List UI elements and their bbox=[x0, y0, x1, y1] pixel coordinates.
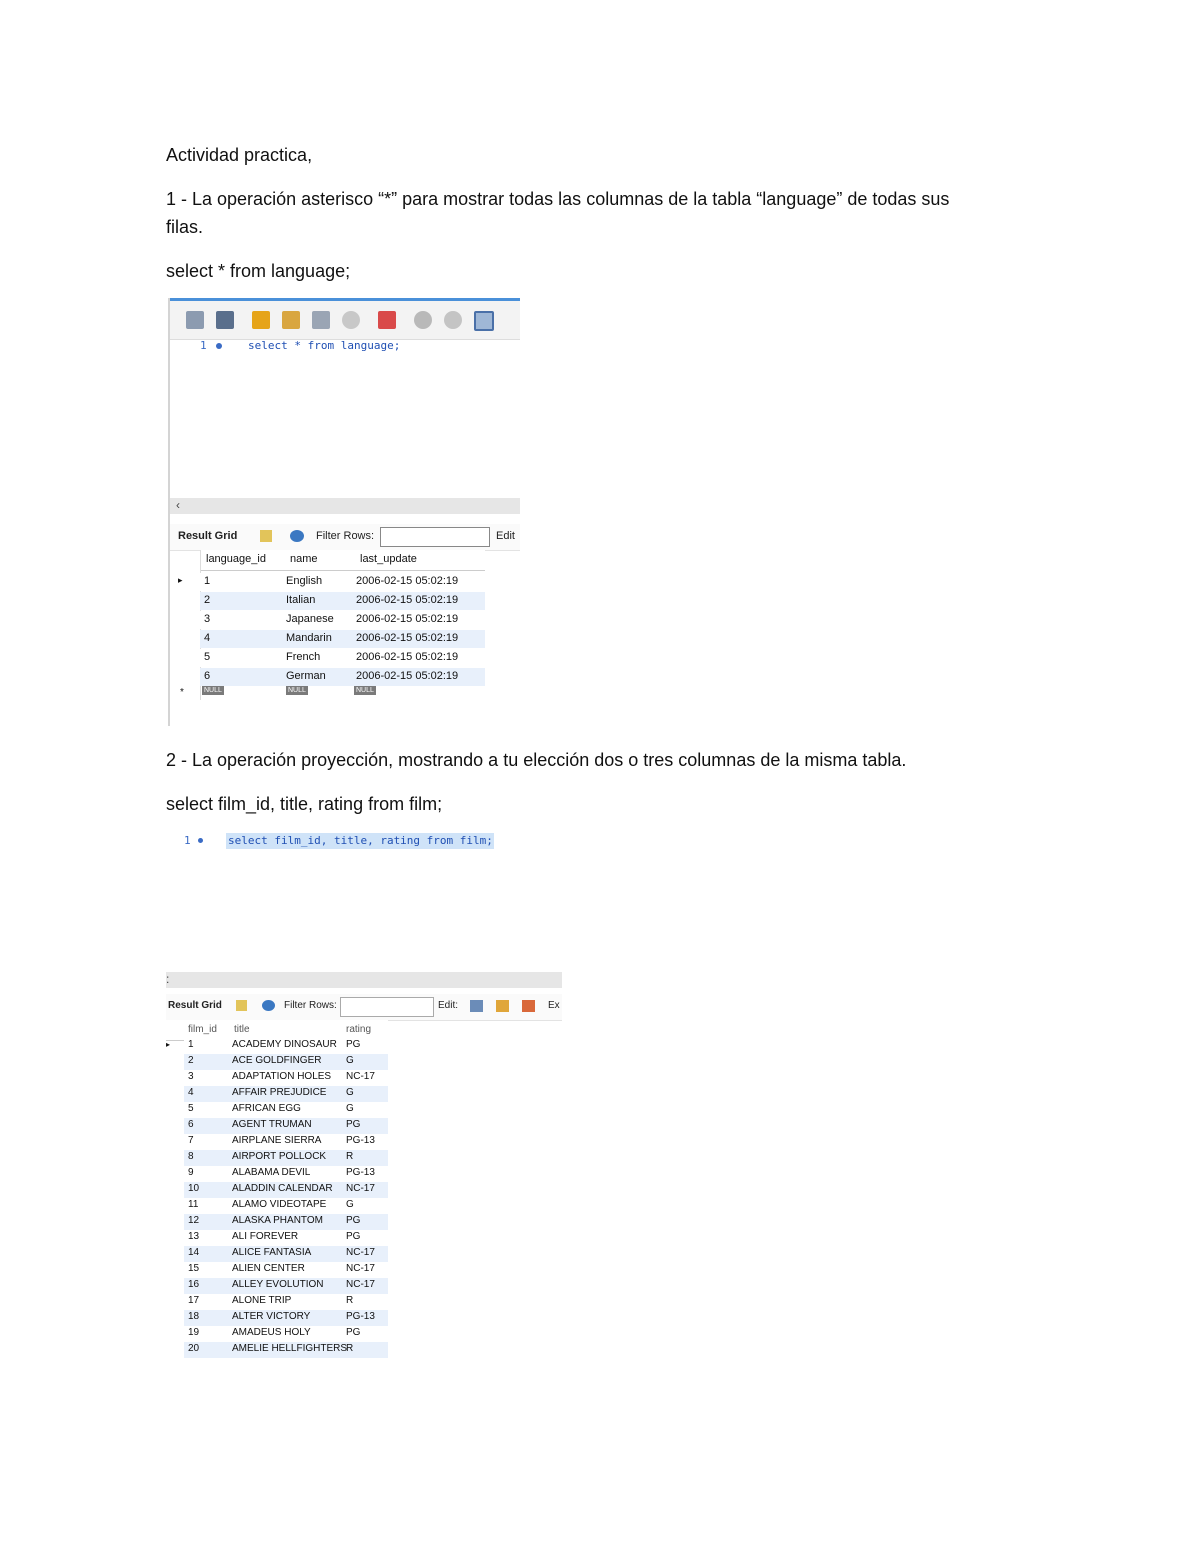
cell-title[interactable]: AMELIE HELLFIGHTERS bbox=[232, 1343, 348, 1354]
cell-last-update[interactable]: 2006-02-15 05:02:19 bbox=[356, 594, 459, 606]
cell-title[interactable]: ACADEMY DINOSAUR bbox=[232, 1039, 337, 1050]
cell-title[interactable]: ALONE TRIP bbox=[232, 1295, 292, 1306]
result-grid-tab[interactable]: Result Grid bbox=[178, 530, 238, 542]
cell-film-id[interactable]: 6 bbox=[188, 1119, 194, 1130]
editor-toolbar bbox=[170, 298, 520, 340]
new-row-marker-icon: * bbox=[180, 687, 184, 698]
column-header-last-update[interactable]: last_update bbox=[360, 553, 417, 565]
cell-rating[interactable]: G bbox=[346, 1199, 354, 1210]
cell-film-id[interactable]: 5 bbox=[188, 1103, 194, 1114]
cell-film-id[interactable]: 1 bbox=[188, 1039, 194, 1050]
open-folder-icon[interactable] bbox=[186, 311, 204, 329]
grid-view-icon[interactable] bbox=[260, 530, 272, 542]
current-row-marker-icon: ▸ bbox=[178, 575, 183, 585]
cell-film-id[interactable]: 10 bbox=[188, 1183, 200, 1194]
cell-rating[interactable]: NC-17 bbox=[346, 1247, 375, 1258]
cell-title[interactable]: AIRPLANE SIERRA bbox=[232, 1135, 322, 1146]
cell-title[interactable]: ALICE FANTASIA bbox=[232, 1247, 312, 1258]
statement-dot-icon bbox=[216, 343, 222, 349]
cell-language-id[interactable]: 6 bbox=[204, 670, 211, 682]
column-header-film-id[interactable]: film_id bbox=[188, 1024, 217, 1035]
cell-last-update[interactable]: 2006-02-15 05:02:19 bbox=[356, 575, 459, 587]
explain-magnifier-icon[interactable] bbox=[312, 311, 330, 329]
cell-title[interactable]: ALABAMA DEVIL bbox=[232, 1167, 311, 1178]
cell-rating[interactable]: NC-17 bbox=[346, 1263, 375, 1274]
cell-language-id[interactable]: 4 bbox=[204, 632, 211, 644]
result-grid-toolbar bbox=[170, 524, 520, 551]
cell-rating[interactable]: PG bbox=[346, 1327, 361, 1338]
cell-name[interactable]: Mandarin bbox=[286, 632, 332, 644]
cell-film-id[interactable]: 14 bbox=[188, 1247, 200, 1258]
cell-rating[interactable]: PG bbox=[346, 1231, 361, 1242]
filter-rows-input[interactable] bbox=[340, 997, 434, 1017]
cell-title[interactable]: ALAMO VIDEOTAPE bbox=[232, 1199, 327, 1210]
autocommit-icon[interactable] bbox=[474, 311, 494, 331]
edit-label[interactable]: Edit: bbox=[438, 1000, 459, 1011]
cell-rating[interactable]: G bbox=[346, 1087, 354, 1098]
cell-film-id[interactable]: 19 bbox=[188, 1327, 200, 1338]
item-1-text-continued: filas. bbox=[166, 217, 204, 237]
cell-name[interactable]: French bbox=[286, 651, 321, 663]
cell-film-id[interactable]: 17 bbox=[188, 1295, 200, 1306]
cell-rating[interactable]: PG-13 bbox=[346, 1135, 375, 1146]
cell-film-id[interactable]: 13 bbox=[188, 1231, 200, 1242]
cell-rating[interactable]: R bbox=[346, 1151, 354, 1162]
cell-title[interactable]: ALADDIN CALENDAR bbox=[232, 1183, 333, 1194]
cell-title[interactable]: ALLEY EVOLUTION bbox=[232, 1279, 324, 1290]
insert-row-icon[interactable] bbox=[496, 1000, 509, 1012]
cell-title[interactable]: ALIEN CENTER bbox=[232, 1263, 305, 1274]
cell-language-id[interactable]: 3 bbox=[204, 613, 211, 625]
cell-title[interactable]: AFFAIR PREJUDICE bbox=[232, 1087, 327, 1098]
cell-name[interactable]: Italian bbox=[286, 594, 316, 606]
cell-film-id[interactable]: 12 bbox=[188, 1215, 200, 1226]
execute-lightning-icon[interactable] bbox=[252, 311, 270, 329]
cell-rating[interactable]: G bbox=[346, 1055, 354, 1066]
result-grid-header bbox=[200, 550, 485, 571]
cell-last-update[interactable]: 2006-02-15 05:02:19 bbox=[356, 613, 459, 625]
edit-label[interactable]: Edit bbox=[496, 530, 515, 542]
workbench-screenshot-language bbox=[168, 298, 520, 726]
editor-line-number: 1 bbox=[200, 339, 207, 352]
execute-current-icon[interactable] bbox=[282, 311, 300, 329]
save-icon[interactable] bbox=[216, 311, 234, 329]
cell-film-id[interactable]: 20 bbox=[188, 1343, 200, 1354]
cell-rating[interactable]: PG bbox=[346, 1039, 361, 1050]
cell-title[interactable]: ALTER VICTORY bbox=[232, 1311, 311, 1322]
column-header-language-id[interactable]: language_id bbox=[206, 553, 266, 565]
cell-language-id[interactable]: 5 bbox=[204, 651, 211, 663]
delete-row-icon[interactable] bbox=[522, 1000, 535, 1012]
scroll-left-icon[interactable]: : bbox=[166, 972, 170, 986]
cell-title[interactable]: ACE GOLDFINGER bbox=[232, 1055, 322, 1066]
editor-sql-statement[interactable]: select * from language; bbox=[248, 339, 401, 352]
cell-rating[interactable]: NC-17 bbox=[346, 1183, 375, 1194]
cell-title[interactable]: AMADEUS HOLY bbox=[232, 1327, 311, 1338]
result-grid-toolbar bbox=[166, 994, 562, 1021]
editor-line-number: 1 bbox=[184, 834, 191, 847]
workbench-screenshot-sql-line bbox=[178, 830, 498, 852]
cell-name[interactable]: English bbox=[286, 575, 323, 587]
editor-horizontal-scrollbar[interactable] bbox=[170, 498, 520, 514]
rollback-icon[interactable] bbox=[444, 311, 462, 329]
current-row-marker-icon: ▸ bbox=[166, 1040, 171, 1049]
cell-film-id[interactable]: 18 bbox=[188, 1311, 200, 1322]
cell-film-id[interactable]: 2 bbox=[188, 1055, 194, 1066]
cell-title[interactable]: AIRPORT POLLOCK bbox=[232, 1151, 327, 1162]
cell-title[interactable]: AGENT TRUMAN bbox=[232, 1119, 312, 1130]
editor-horizontal-scrollbar[interactable] bbox=[166, 972, 562, 988]
column-header-name[interactable]: name bbox=[290, 553, 318, 565]
cell-rating[interactable]: R bbox=[346, 1295, 354, 1306]
cell-name[interactable]: Japanese bbox=[286, 613, 334, 625]
scroll-left-icon[interactable]: ‹ bbox=[176, 498, 180, 512]
refresh-icon[interactable] bbox=[262, 1000, 275, 1011]
cell-rating[interactable]: NC-17 bbox=[346, 1071, 375, 1082]
cell-rating[interactable]: NC-17 bbox=[346, 1279, 375, 1290]
grid-view-icon[interactable] bbox=[236, 1000, 247, 1011]
cell-rating[interactable]: PG-13 bbox=[346, 1167, 375, 1178]
cell-title[interactable]: ALASKA PHANTOM bbox=[232, 1215, 323, 1226]
refresh-icon[interactable] bbox=[290, 530, 304, 542]
cell-language-id[interactable]: 2 bbox=[204, 594, 211, 606]
filter-rows-input[interactable] bbox=[380, 527, 490, 547]
cell-rating[interactable]: PG-13 bbox=[346, 1311, 375, 1322]
cell-rating[interactable]: R bbox=[346, 1343, 354, 1354]
export-label[interactable]: Ex bbox=[548, 1000, 560, 1011]
filter-rows-label: Filter Rows: bbox=[284, 1000, 337, 1011]
cell-last-update[interactable]: 2006-02-15 05:02:19 bbox=[356, 632, 459, 644]
filter-rows-label: Filter Rows: bbox=[316, 530, 375, 542]
cell-rating[interactable]: PG bbox=[346, 1215, 361, 1226]
cell-film-id[interactable]: 8 bbox=[188, 1151, 194, 1162]
cell-rating[interactable]: G bbox=[346, 1103, 354, 1114]
cell-film-id[interactable]: 4 bbox=[188, 1087, 194, 1098]
statement-dot-icon bbox=[198, 838, 203, 843]
commit-icon[interactable] bbox=[414, 311, 432, 329]
toggle-error-icon[interactable] bbox=[378, 311, 396, 329]
cell-title[interactable]: ADAPTATION HOLES bbox=[232, 1071, 332, 1082]
column-header-title[interactable]: title bbox=[234, 1024, 250, 1035]
query-1-text: select * from language; bbox=[166, 261, 351, 281]
editor-sql-statement[interactable]: select film_id, title, rating from film; bbox=[228, 834, 493, 847]
doc-title: Actividad practica, bbox=[166, 145, 313, 165]
cell-film-id[interactable]: 3 bbox=[188, 1071, 194, 1082]
edit-row-icon[interactable] bbox=[470, 1000, 483, 1012]
cell-rating[interactable]: PG bbox=[346, 1119, 361, 1130]
cell-last-update[interactable]: 2006-02-15 05:02:19 bbox=[356, 651, 459, 663]
stop-icon[interactable] bbox=[342, 311, 360, 329]
column-header-rating[interactable]: rating bbox=[346, 1024, 372, 1035]
result-grid-tab[interactable]: Result Grid bbox=[168, 1000, 222, 1011]
workbench-screenshot-film bbox=[166, 970, 562, 1360]
item-2-text: 2 - La operación proyección, mostrando a tu elección dos o tres columnas de la misma tabla. bbox=[166, 750, 907, 770]
null-tag: NULL bbox=[356, 687, 374, 694]
cell-film-id[interactable]: 11 bbox=[188, 1199, 199, 1210]
cell-film-id[interactable]: 7 bbox=[188, 1135, 194, 1146]
cell-language-id[interactable]: 1 bbox=[204, 575, 211, 587]
cell-film-id[interactable]: 15 bbox=[188, 1263, 200, 1274]
item-1-text: 1 - La operación asterisco “*” para mostrar todas las columnas de la tabla “language” de todas sus bbox=[166, 189, 950, 209]
cell-title[interactable]: ALI FOREVER bbox=[232, 1231, 299, 1242]
null-tag: NULL bbox=[288, 687, 306, 694]
cell-film-id[interactable]: 9 bbox=[188, 1167, 194, 1178]
cell-name[interactable]: German bbox=[286, 670, 326, 682]
cell-last-update[interactable]: 2006-02-15 05:02:19 bbox=[356, 670, 459, 682]
query-2-text: select film_id, title, rating from film; bbox=[166, 794, 443, 814]
null-tag: NULL bbox=[204, 687, 222, 694]
cell-film-id[interactable]: 16 bbox=[188, 1279, 200, 1290]
cell-title[interactable]: AFRICAN EGG bbox=[232, 1103, 301, 1114]
